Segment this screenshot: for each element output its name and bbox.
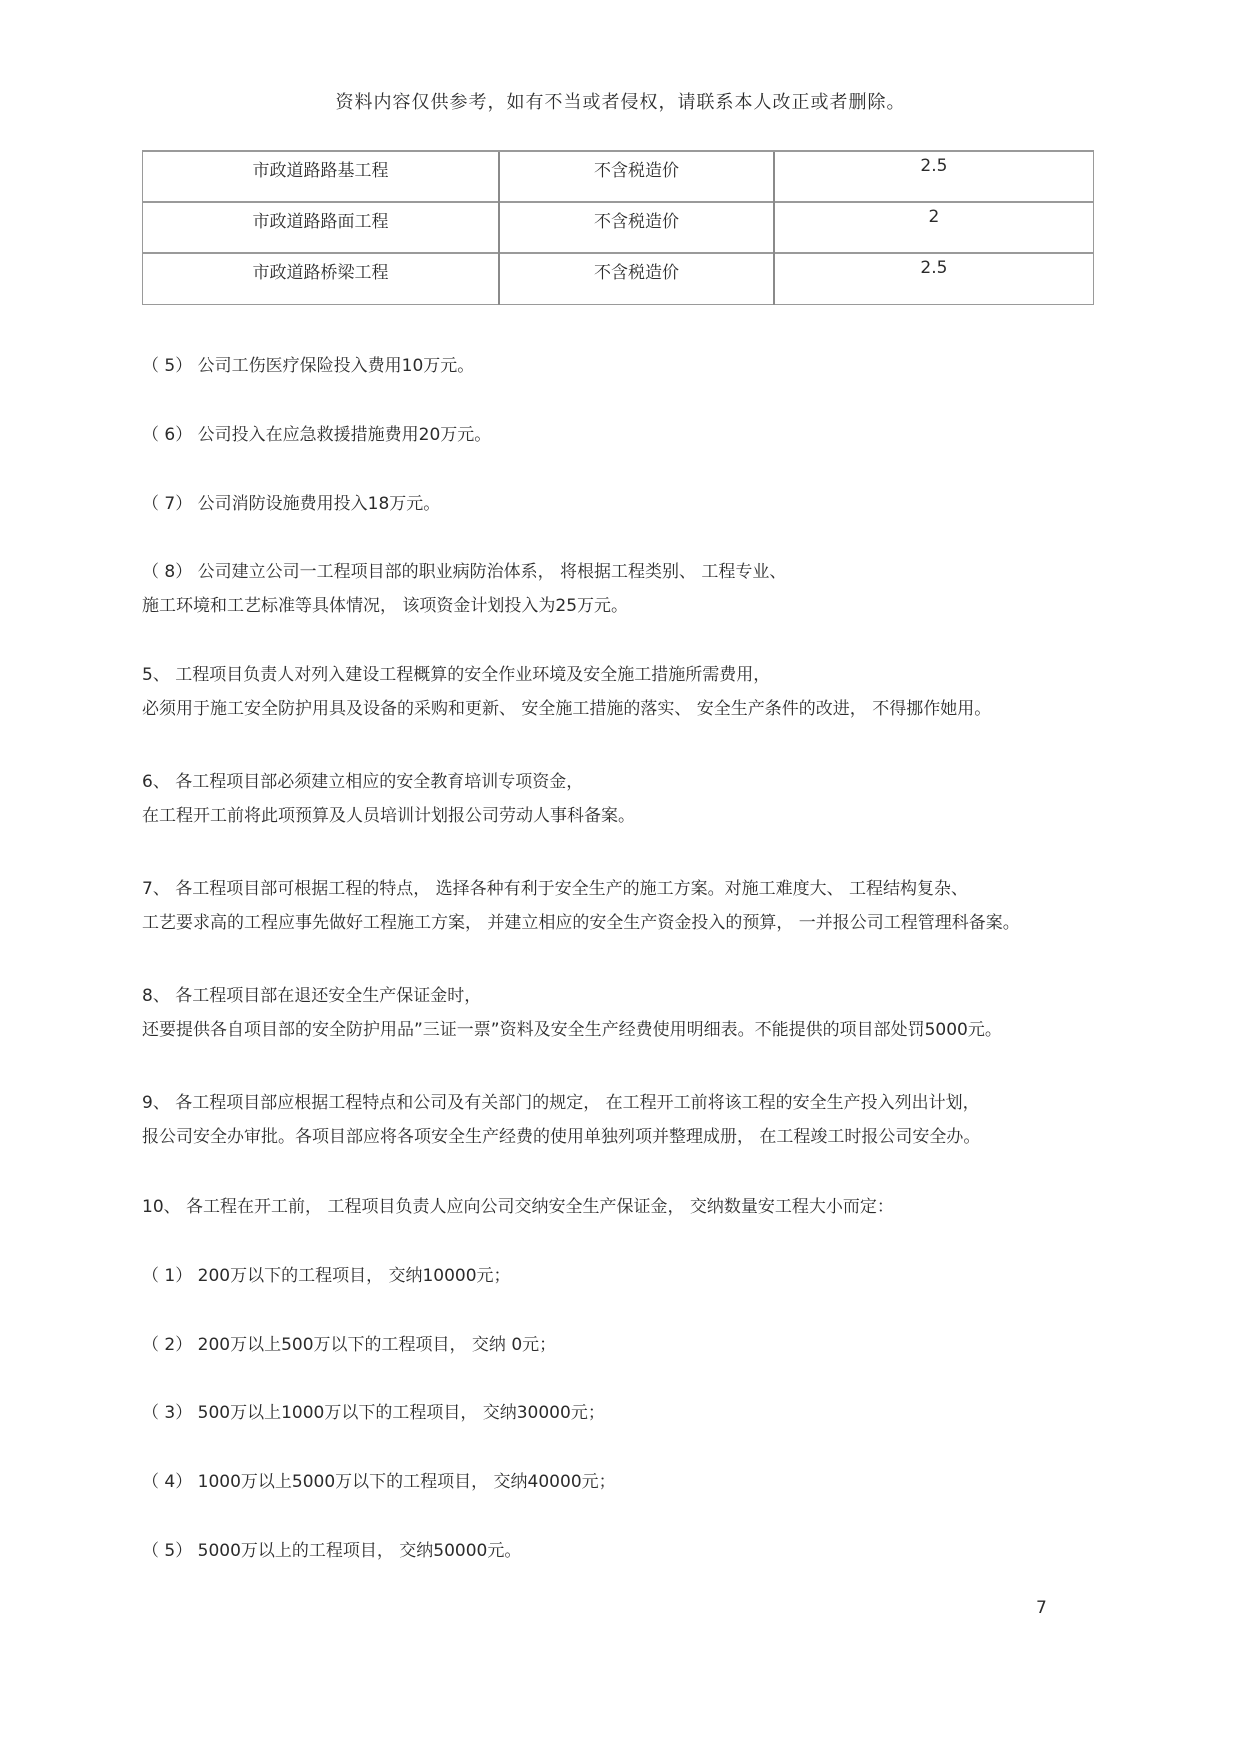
page-number: 7 (1036, 1598, 1047, 1618)
paragraph-line: （ 3） 500万以上1000万以下的工程项目， 交纳30000元； (142, 1403, 605, 1423)
table-cell-rate: 2.5 (774, 151, 1094, 202)
table-cell-rate: 2 (774, 202, 1094, 253)
table-cell-project: 市政道路桥梁工程 (143, 253, 500, 304)
paragraph-line: 10、 各工程在开工前， 工程项目负责人应向公司交纳安全生产保证金， 交纳数量安工程大小而定： (142, 1197, 894, 1217)
deposit-item-5 (142, 1534, 1102, 1568)
table-cell-basis: 不含税造价 (499, 151, 774, 202)
paragraph-line: 在工程开工前将此项预算及人员培训计划报公司劳动人事科备案。 (142, 806, 635, 826)
deposit-item-4 (142, 1465, 1102, 1499)
paragraph-line: 7、 各工程项目部可根据工程的特点， 选择各种有利于安全生产的施工方案。对施工难度大、 工程结构复杂、 (142, 879, 969, 899)
deposit-item-2 (142, 1328, 1102, 1362)
paragraph-line: （ 6） 公司投入在应急救援措施费用20万元。 (142, 425, 492, 445)
paragraph-line: 6、 各工程项目部必须建立相应的安全教育培训专项资金， (142, 772, 584, 792)
paragraph-line: 报公司安全办审批。各项目部应将各项安全生产经费的使用单独列项并整理成册， 在工程竣工时报公司安全办。 (142, 1127, 981, 1147)
table-row (143, 202, 1094, 253)
paragraph-line: （ 4） 1000万以上5000万以下的工程项目， 交纳40000元； (142, 1472, 616, 1492)
table-cell-basis: 不含税造价 (499, 202, 774, 253)
table-cell-rate: 2.5 (774, 253, 1094, 304)
page-header-notice: 资料内容仅供参考，如有不当或者侵权，请联系本人改正或者删除。 (335, 92, 906, 113)
paragraph-section-9 (142, 1086, 1102, 1154)
deposit-item-1 (142, 1259, 1102, 1293)
table-row (143, 253, 1094, 304)
table-cell-project: 市政道路路面工程 (143, 202, 500, 253)
paragraph-line: 还要提供各自项目部的安全防护用品”三证一票”资料及安全生产经费使用明细表。不能提供的项目部处罚5000元。 (142, 1020, 1002, 1040)
rate-table (142, 150, 1094, 305)
paragraph-line: 8、 各工程项目部在退还安全生产保证金时， (142, 986, 482, 1006)
paragraph-line: （ 5） 5000万以上的工程项目， 交纳50000元。 (142, 1541, 522, 1561)
paragraph-item-7 (142, 487, 1102, 521)
paragraph-section-10 (142, 1190, 1102, 1224)
table-cell-project: 市政道路路基工程 (143, 151, 500, 202)
table-row (143, 151, 1094, 202)
paragraph-line: 工艺要求高的工程应事先做好工程施工方案， 并建立相应的安全生产资金投入的预算， 一并报公司工程管理科备案。 (142, 913, 1020, 933)
paragraph-section-6 (142, 765, 1102, 833)
paragraph-line: （ 7） 公司消防设施费用投入18万元。 (142, 494, 441, 514)
paragraph-item-8 (142, 555, 1102, 623)
paragraph-line: 5、 工程项目负责人对列入建设工程概算的安全作业环境及安全施工措施所需费用， (142, 665, 771, 685)
paragraph-item-5 (142, 349, 1102, 383)
paragraph-line: 9、 各工程项目部应根据工程特点和公司及有关部门的规定， 在工程开工前将该工程的安全生产投入列出计划， (142, 1093, 980, 1113)
paragraph-line: （ 5） 公司工伤医疗保险投入费用10万元。 (142, 356, 475, 376)
paragraph-line: （ 2） 200万以上500万以下的工程项目， 交纳 0元； (142, 1335, 557, 1355)
paragraph-section-7 (142, 872, 1102, 940)
paragraph-line: 施工环境和工艺标准等具体情况， 该项资金计划投入为25万元。 (142, 596, 629, 616)
paragraph-section-8 (142, 979, 1102, 1047)
paragraph-section-5 (142, 658, 1102, 726)
paragraph-item-6 (142, 418, 1102, 452)
deposit-item-3 (142, 1396, 1102, 1430)
paragraph-line: （ 8） 公司建立公司一工程项目部的职业病防治体系， 将根据工程类别、 工程专业、 (142, 562, 787, 582)
paragraph-line: （ 1） 200万以下的工程项目， 交纳10000元； (142, 1266, 511, 1286)
table-cell-basis: 不含税造价 (499, 253, 774, 304)
paragraph-line: 必须用于施工安全防护用具及设备的采购和更新、 安全施工措施的落实、 安全生产条件的改进， 不得挪作她用。 (142, 699, 992, 719)
